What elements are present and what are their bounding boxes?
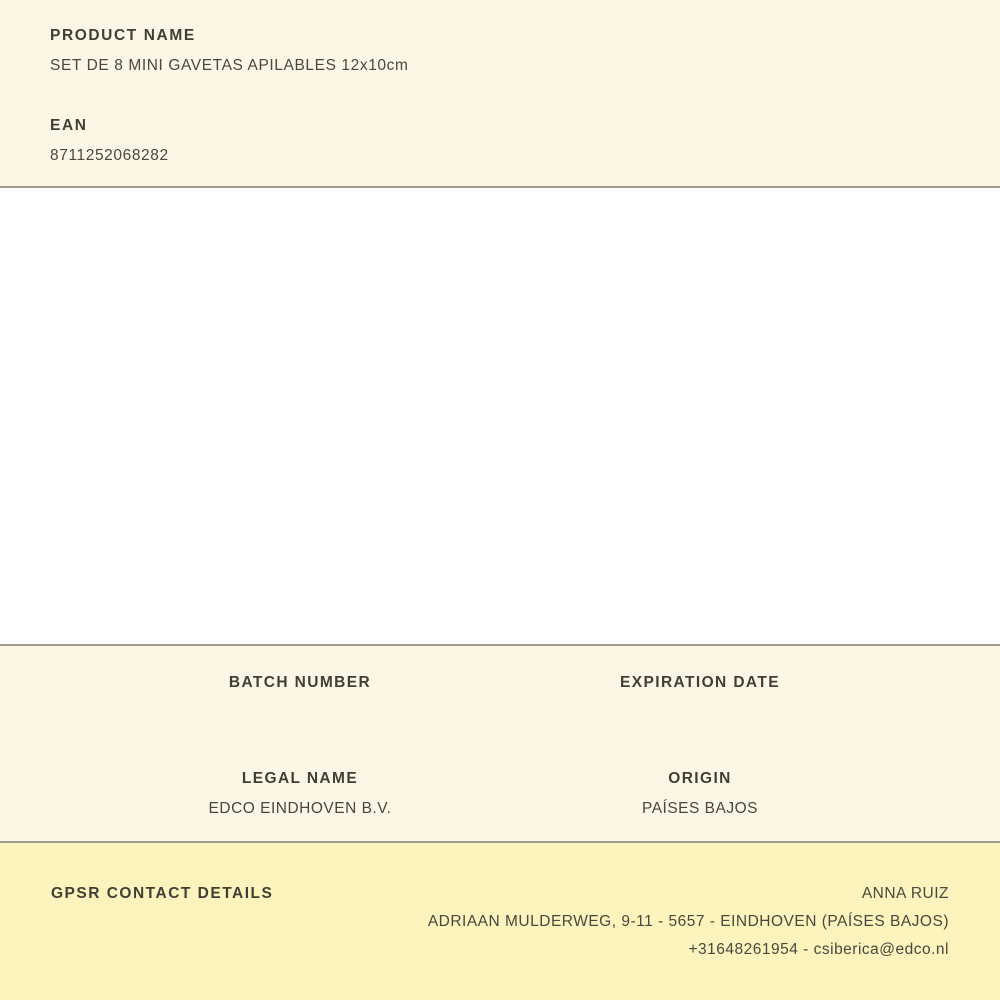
product-name-field	[50, 24, 950, 77]
gpsr-contact-name: ANNA RUIZ	[861, 885, 949, 902]
gpsr-contact-section	[0, 843, 1000, 1000]
expiration-date-value	[500, 702, 900, 724]
legal-origin-row	[100, 768, 900, 820]
origin-label: ORIGIN	[668, 770, 732, 787]
legal-name-cell	[100, 768, 500, 820]
expiration-date-cell	[500, 672, 900, 724]
ean-value: 8711252068282	[50, 147, 169, 164]
batch-number-label: BATCH NUMBER	[228, 674, 372, 691]
legal-name-value: EDCO EINDHOVEN B.V.	[208, 800, 392, 817]
origin-value: PAÍSES BAJOS	[642, 800, 758, 817]
batch-number-cell	[100, 672, 500, 724]
product-identity-section	[0, 0, 1000, 186]
expiration-date-label: EXPIRATION DATE	[620, 674, 780, 691]
legal-name-label: LEGAL NAME	[241, 770, 359, 787]
origin-cell	[500, 768, 900, 820]
batch-number-value	[100, 702, 500, 724]
blank-content-area	[0, 188, 1000, 644]
product-name-label: PRODUCT NAME	[50, 27, 196, 44]
product-name-value: SET DE 8 MINI GAVETAS APILABLES 12x10cm	[50, 57, 409, 74]
gpsr-contact-phone-email: +31648261954 - csiberica@edco.nl	[688, 941, 949, 958]
ean-label: EAN	[50, 117, 88, 134]
product-details-section	[0, 646, 1000, 841]
batch-expiration-row	[100, 672, 900, 724]
gpsr-contact-address: ADRIAAN MULDERWEG, 9-11 - 5657 - EINDHOVEN (PAÍSES BAJOS)	[427, 913, 949, 930]
gpsr-contact-block	[313, 880, 949, 964]
gpsr-contact-title: GPSR CONTACT DETAILS	[51, 885, 274, 902]
ean-field	[50, 114, 950, 167]
